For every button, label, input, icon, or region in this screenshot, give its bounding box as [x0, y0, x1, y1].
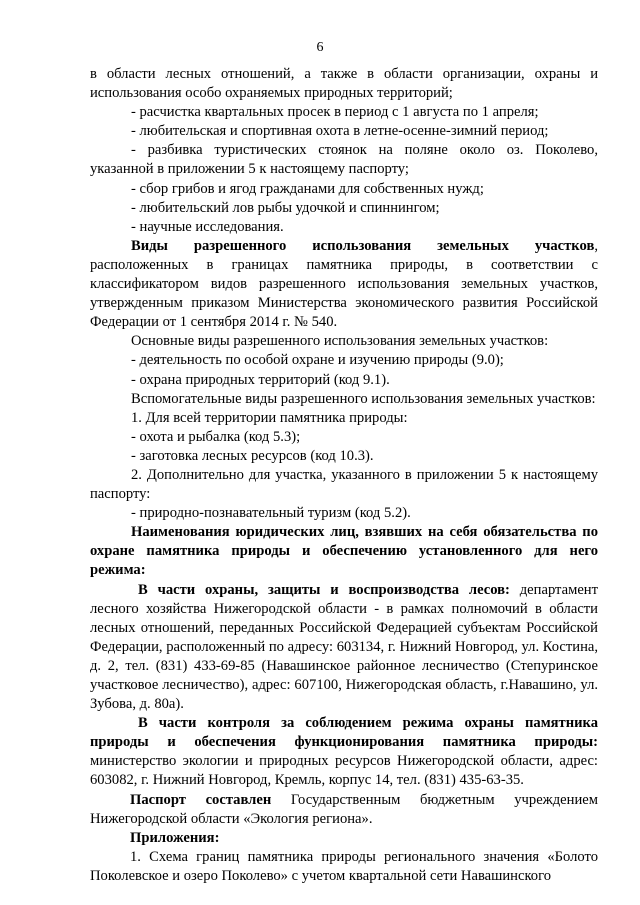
list-item: - охрана природных территорий (код 9.1). — [131, 371, 390, 388]
paragraph-passport — [90, 791, 598, 829]
list-item: 1. Схема границ памятника природы регионального значения «Болото Поколевское и озеро Поколево» с учетом квартальной сети Навашинского — [90, 848, 598, 884]
list-item: - расчистка квартальных просек в период с 1 августа по 1 апреля; — [131, 104, 539, 121]
list-item: - заготовка лесных ресурсов (код 10.3). — [131, 447, 374, 464]
section-heading: Паспорт составлен — [130, 791, 272, 808]
paragraph-regime-control — [90, 714, 598, 790]
paragraph-text: , расположенных в границах памятника природы, в соответствии с классификатором видов разрешенного использования земельных участков, утвержденным приказом Министерства экономического развития Российской Федерации от 1 сентября 2014 г. № 540. — [90, 237, 598, 331]
paragraph-forest-protection — [90, 581, 598, 715]
section-heading: Виды разрешенного использования земельных участков — [131, 237, 595, 254]
section-heading: Наименования юридических лиц, взявших на себя обязательства по охране памятника природы и обеспечению установленного для него режима: — [90, 524, 598, 579]
page-number: 6 — [316, 40, 324, 55]
paragraph-land-use — [90, 237, 598, 332]
list-item: - любительский лов рыбы удочкой и спиннингом; — [131, 199, 440, 216]
paragraph-text: Государственным бюджетным учреждением Нижегородской области «Экология региона». — [90, 791, 598, 827]
list-item: - научные исследования. — [131, 218, 284, 235]
paragraph: Основные виды разрешенного использования земельных участков: — [131, 333, 549, 350]
list-item: - разбивка туристических стоянок на поляне около оз. Поколево, указанной в приложении 5 к настоящему паспорту; — [90, 142, 598, 178]
list-item: - природно-познавательный туризм (код 5.2). — [131, 505, 411, 522]
appendices-heading: Приложения: — [130, 829, 220, 846]
paragraph: Вспомогательные виды разрешенного использования земельных участков: — [131, 390, 596, 407]
list-item: - сбор грибов и ягод гражданами для собственных нужд; — [131, 180, 484, 197]
paragraph-text: департамент лесного хозяйства Нижегородской области - в рамках полномочий в области лесных отношений, переданных Российской Федерацией субъектам Российской Федерации, расположенный по адресу: 603134, г. Нижний Новгород, ул. Костина, д. 2, тел. (831) 433-69-85 (Навашинское районное лесничество (Степуринское участковое лесничество), адрес: 607100, Нижегородская область, г.Навашино, ул. Зубова, д. 80а). — [90, 581, 599, 713]
list-item: - охота и рыбалка (код 5.3); — [131, 428, 301, 445]
paragraph: в области лесных отношений, а также в области организации, охраны и использования особо охраняемых природных территорий; — [90, 66, 598, 102]
list-item: - деятельность по особой охране и изучению природы (9.0); — [131, 352, 504, 369]
list-item: - любительская и спортивная охота в летне-осенне-зимний период; — [131, 123, 549, 140]
paragraph-text: министерство экологии и природных ресурсов Нижегородской области, адрес: 603082, г. Нижний Новгород, Кремль, корпус 14, тел. (831) 435-63-35. — [90, 753, 598, 789]
section-heading: В части контроля за соблюдением режима охраны памятника природы и обеспечения функционирования памятника природы: — [90, 715, 598, 751]
section-heading: В части охраны, защиты и воспроизводства лесов: — [138, 581, 510, 598]
list-item: 2. Дополнительно для участка, указанного в приложении 5 к настоящему паспорту: — [90, 466, 598, 503]
list-item: 1. Для всей территории памятника природы: — [131, 409, 408, 426]
document-body — [90, 65, 598, 886]
